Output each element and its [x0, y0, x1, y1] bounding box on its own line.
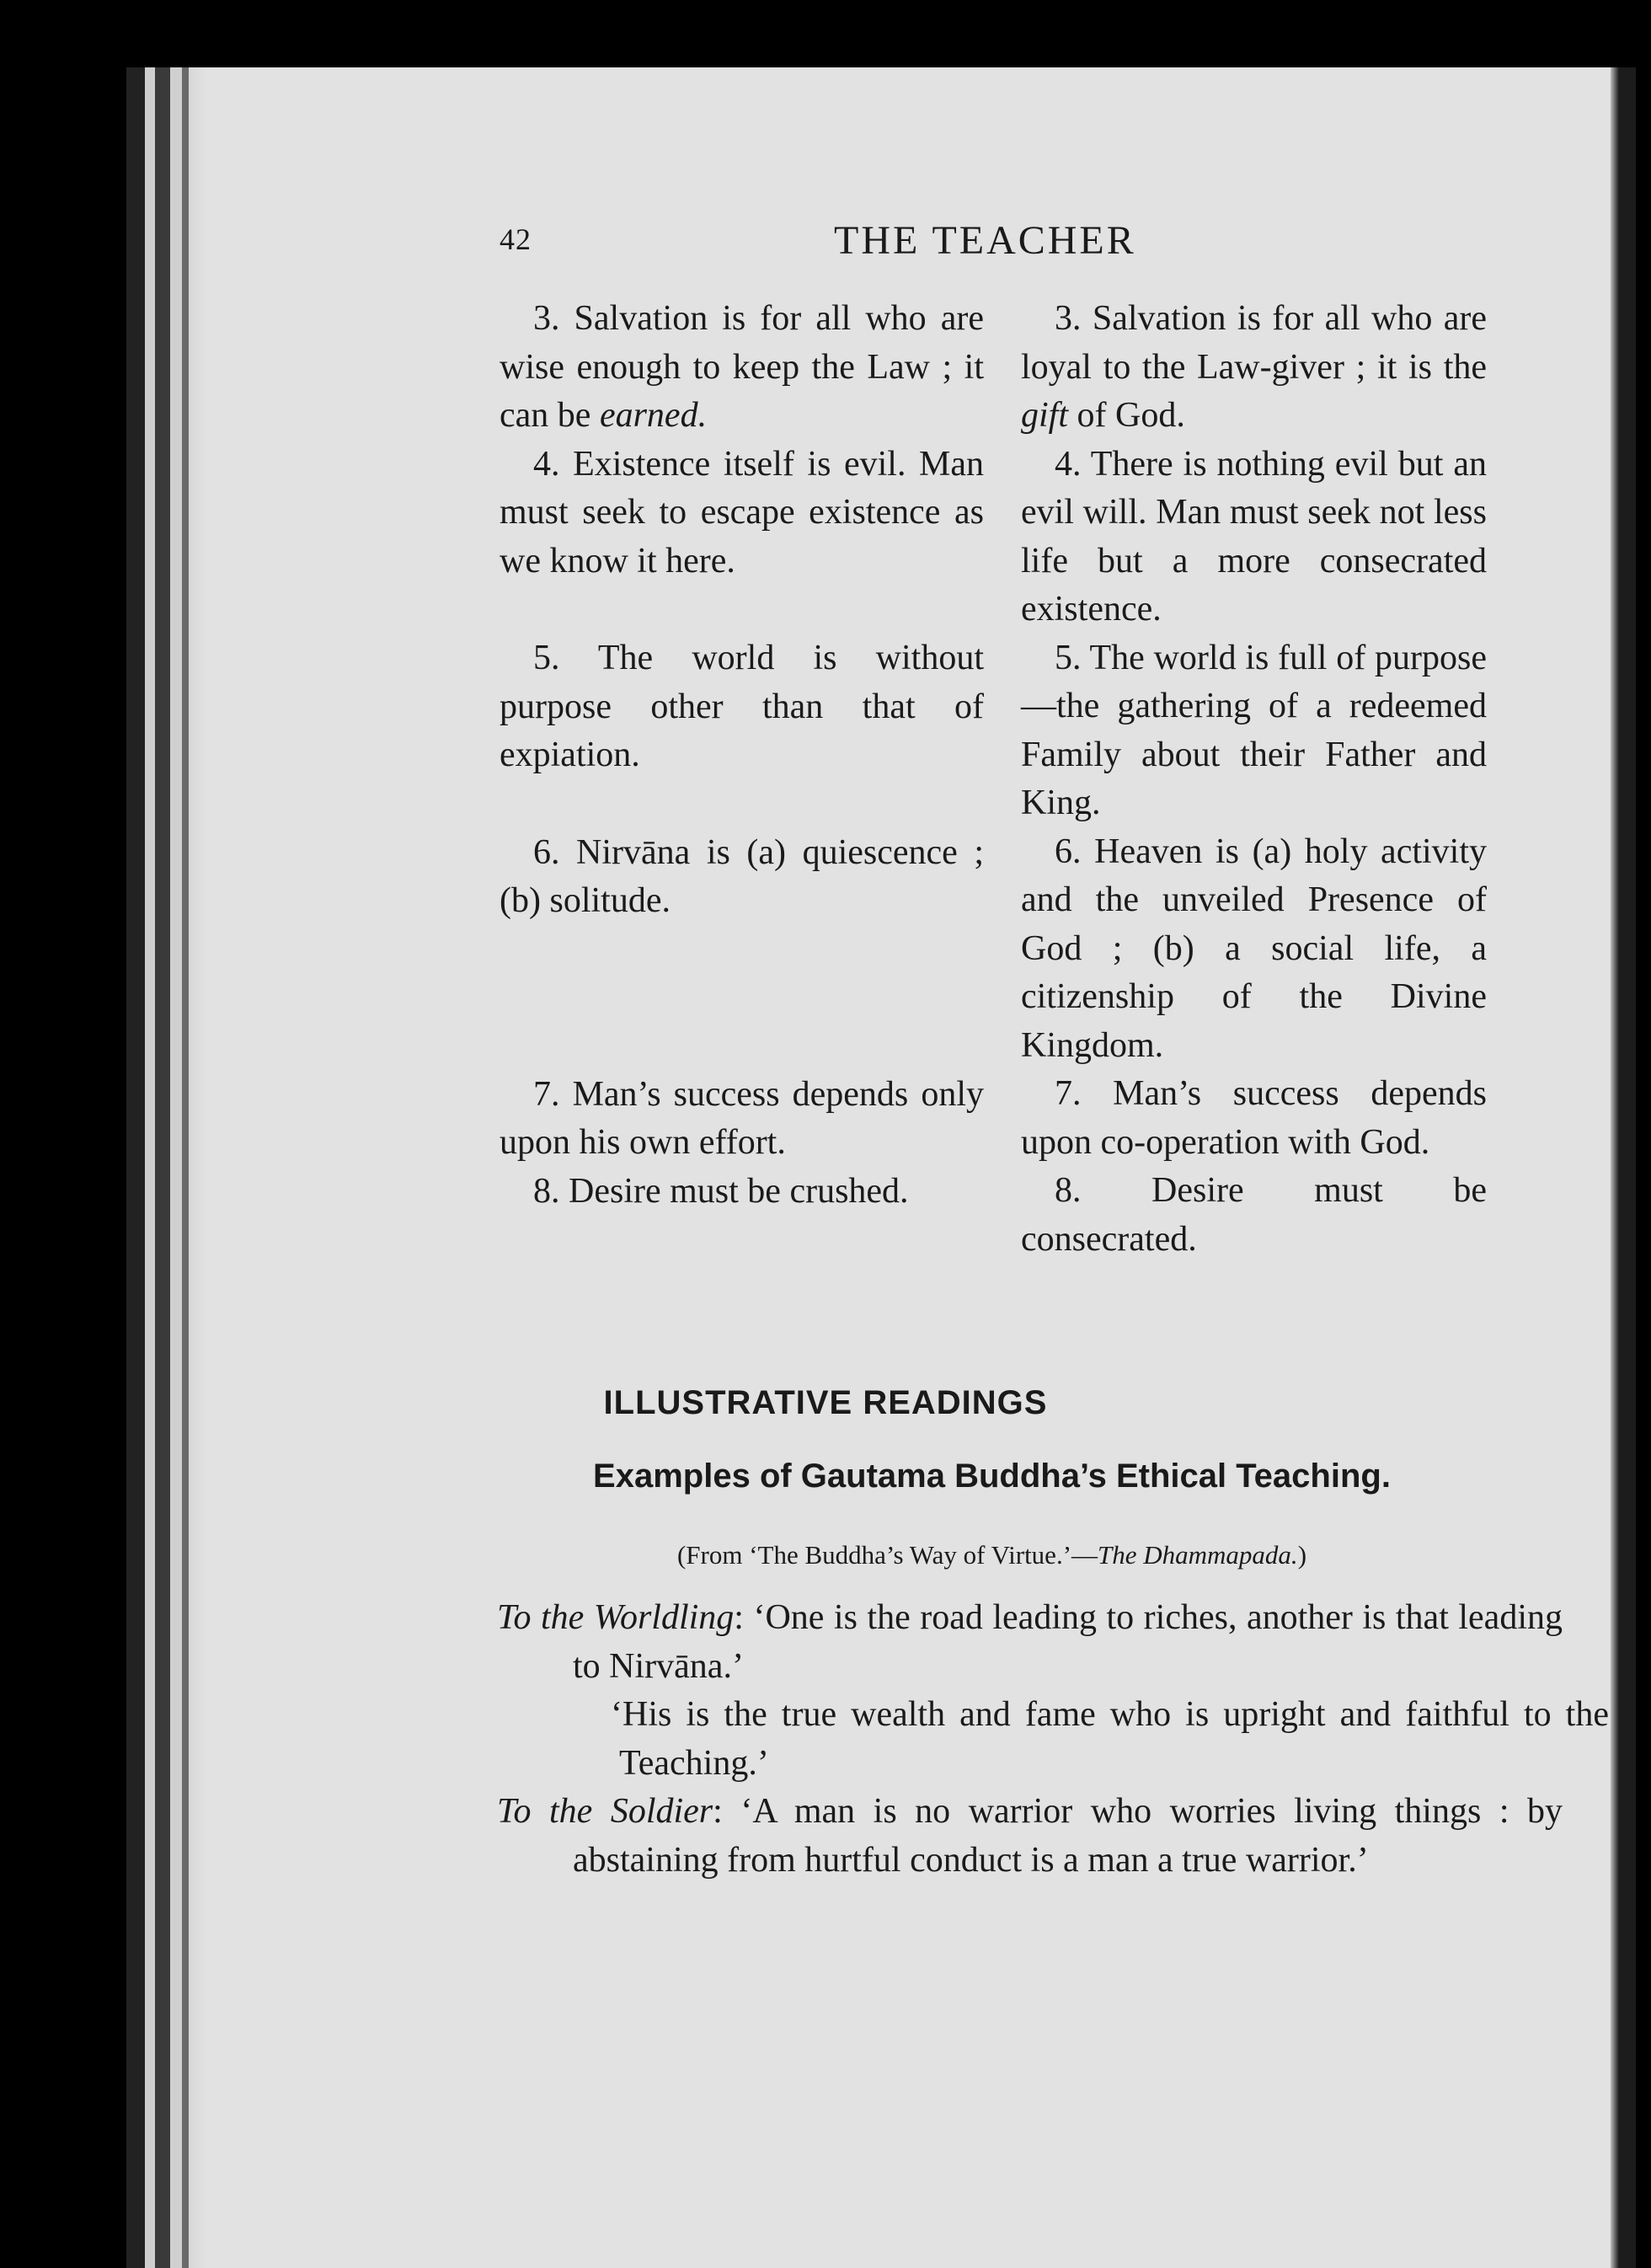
right-item-3: 3. Salvation is for all who are loyal to the Law-giver ; it is the gift of God.: [1021, 299, 1488, 435]
reading-worldling-second: ‘His is the true wealth and fame who is upright and faithful to the Teaching.’: [611, 1695, 1609, 1783]
right-column: [1021, 295, 1487, 1264]
readings-heading: ILLUSTRATIVE READINGS: [603, 1384, 1048, 1421]
readings-subheading: Examples of Gautama Buddha’s Ethical Teaching.: [593, 1458, 1391, 1495]
reading-worldling: To the Worldling: ‘One is the road leading to riches, another is that leading to Nirvāna.’: [497, 1598, 1563, 1686]
readings-source: (From ‘The Buddha’s Way of Virtue.’—The Dhammapada.): [676, 1540, 1307, 1570]
left-item-6: 6. Nirvāna is (a) quiescence ; (b) solitude.: [500, 832, 984, 920]
reading-label-worldling: To the Worldling: [497, 1598, 735, 1637]
right-item-8: 8. Desire must be consecrated.: [1021, 1171, 1487, 1259]
reading-soldier: To the Soldier: ‘A man is no warrior who worries living things : by abstaining from hurtful conduct is a man a true warrior.’: [497, 1792, 1563, 1880]
left-item-5: 5. The world is without purpose other than that of expiation.: [500, 639, 984, 774]
left-item-4: 4. Existence itself is evil. Man must seek to escape existence as we know it here.: [500, 444, 984, 580]
reading-label-soldier: To the Soldier: [497, 1792, 713, 1831]
left-item-8: 8. Desire must be crushed.: [533, 1171, 909, 1211]
right-item-4: 4. There is nothing evil but an evil will. Man must seek not less life but a more consecrated existence.: [1021, 444, 1487, 629]
right-item-6: 6. Heaven is (a) holy activity and the unveiled Presence of God ; (b) a social life, a citizenship of the Divine Kingdom.: [1021, 832, 1488, 1065]
left-column: [500, 295, 984, 1216]
left-item-7: 7. Man’s success depends only upon his own effort.: [500, 1074, 984, 1162]
right-item-5: 5. The world is full of purpose—the gathering of a redeemed Family about their Father and King.: [1021, 638, 1487, 822]
page-number: 42: [500, 222, 532, 256]
left-item-3: 3. Salvation is for all who are wise enough to keep the Law ; it can be earned.: [500, 299, 984, 435]
running-head: THE TEACHER: [834, 218, 1136, 263]
right-item-7: 7. Man’s success depends upon co-operation with God.: [1021, 1074, 1487, 1162]
